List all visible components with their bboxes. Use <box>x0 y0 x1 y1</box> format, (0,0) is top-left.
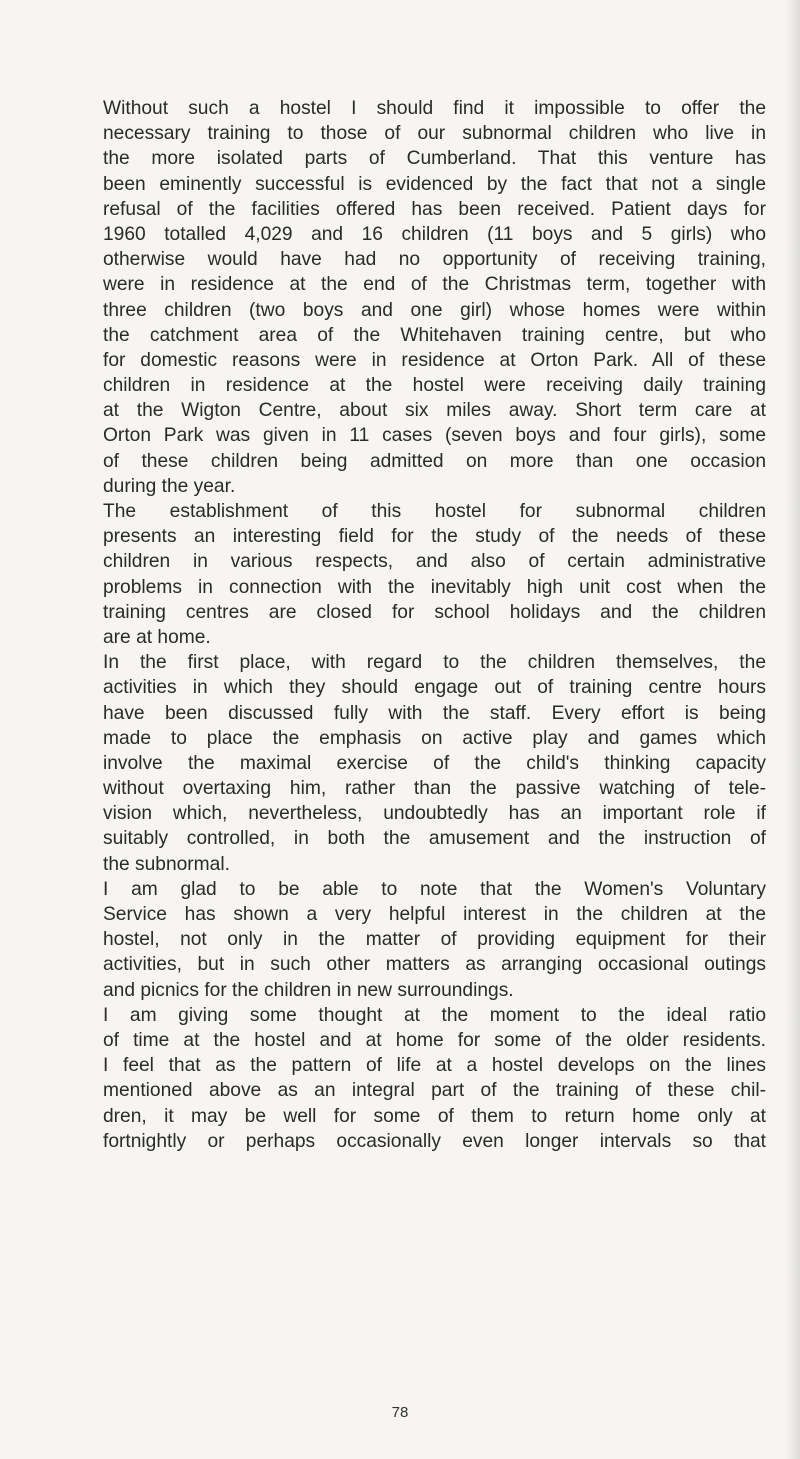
text-line: three children (two boys and one girl) whose homes were within <box>103 299 766 321</box>
text-line: are at home. <box>103 626 211 648</box>
text-line: activities, but in such other matters as arranging occasional outings <box>103 954 766 976</box>
page-number: 78 <box>391 1404 409 1421</box>
paragraph <box>103 1003 766 1154</box>
text-line: 1960 totalled 4,029 and 16 children (11 boys and 5 girls) who <box>103 223 766 245</box>
text-line: fortnightly or perhaps occasionally even longer intervals so that <box>103 1130 766 1152</box>
text-line: been eminently successful is evidenced by the fact that not a single <box>103 173 766 195</box>
text-line: I feel that as the pattern of life at a hostel develops on the lines <box>103 1055 766 1077</box>
paragraph <box>103 650 766 877</box>
text-line: necessary training to those of our subnormal children who live in <box>103 123 766 145</box>
text-line: without overtaxing him, rather than the passive watching of tele- <box>103 778 766 800</box>
text-line: have been discussed fully with the staff. Every effort is being <box>103 702 766 724</box>
body-text <box>103 96 766 1154</box>
text-line: for domestic reasons were in residence at Orton Park. All of these <box>103 349 766 371</box>
text-line: dren, it may be well for some of them to return home only at <box>103 1105 766 1127</box>
text-line: of these children being admitted on more than one occasion <box>103 450 766 472</box>
text-line: problems in connection with the inevitably high unit cost when the <box>103 576 766 598</box>
text-line: mentioned above as an integral part of the training of these chil- <box>103 1080 766 1102</box>
text-line: the catchment area of the Whitehaven training centre, but who <box>103 324 766 346</box>
text-line: the subnormal. <box>103 853 230 875</box>
text-line: presents an interesting field for the study of the needs of these <box>103 526 766 548</box>
text-line: In the first place, with regard to the children themselves, the <box>103 652 766 674</box>
text-line: Without such a hostel I should find it impossible to offer the <box>103 98 766 119</box>
text-line: I am giving some thought at the moment to the ideal ratio <box>103 1004 766 1026</box>
text-line: suitably controlled, in both the amusement and the instruction of <box>103 828 766 850</box>
text-line: vision which, nevertheless, undoubtedly has an important role if <box>103 803 766 825</box>
text-line: made to place the emphasis on active play and games which <box>103 727 766 749</box>
text-line: the more isolated parts of Cumberland. That this venture has <box>103 148 766 170</box>
text-line: Orton Park was given in 11 cases (seven boys and four girls), some <box>103 425 766 447</box>
text-line: activities in which they should engage out of training centre hours <box>103 677 766 699</box>
text-line: involve the maximal exercise of the child's thinking capacity <box>103 752 766 774</box>
text-line: otherwise would have had no opportunity of receiving training, <box>103 249 766 271</box>
text-line: children in residence at the hostel were receiving daily training <box>103 375 766 397</box>
text-line: during the year. <box>103 475 236 497</box>
text-line: hostel, not only in the matter of providing equipment for their <box>103 929 766 951</box>
paragraph <box>103 499 766 650</box>
text-line: Service has shown a very helpful interest in the children at the <box>103 904 766 925</box>
paragraph <box>103 877 766 1003</box>
page-edge-shadow <box>786 0 800 1459</box>
text-line: at the Wigton Centre, about six miles away. Short term care at <box>103 400 766 422</box>
text-line: were in residence at the end of the Christmas term, together with <box>103 274 766 296</box>
text-line: and picnics for the children in new surroundings. <box>103 979 514 1001</box>
paragraph <box>103 96 766 499</box>
text-line: training centres are closed for school holidays and the children <box>103 601 766 623</box>
text-line: refusal of the facilities offered has been received. Patient days for <box>103 198 766 220</box>
text-line: children in various respects, and also of certain administrative <box>103 551 766 573</box>
text-line: of time at the hostel and at home for some of the older residents. <box>103 1029 766 1051</box>
text-line: The establishment of this hostel for subnormal children <box>103 501 766 522</box>
text-line: I am glad to be able to note that the Women's Voluntary <box>103 878 766 900</box>
